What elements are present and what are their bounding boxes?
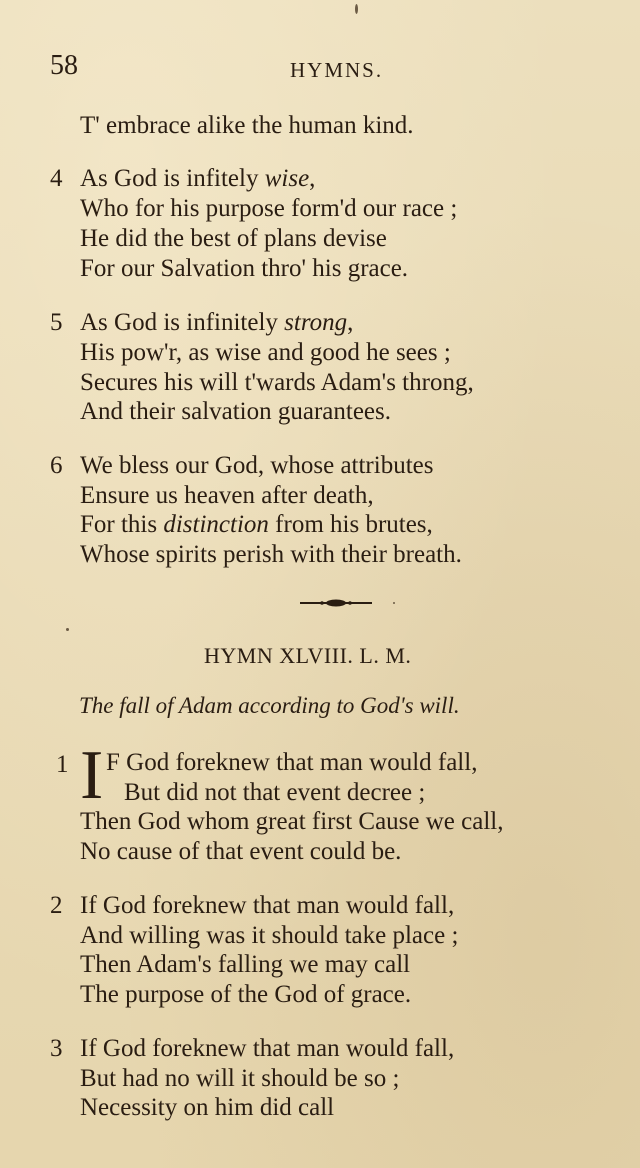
verse-line: Then God whom great first Cause we call, bbox=[80, 808, 504, 835]
hymn-title: HYMN XLVIII. L. M. bbox=[204, 643, 412, 668]
running-head: HYMNS. bbox=[290, 58, 384, 82]
section-divider-ornament bbox=[298, 597, 374, 609]
carryover-line: T' embrace alike the human kind. bbox=[80, 112, 414, 139]
verse-line: If God foreknew that man would fall, bbox=[80, 892, 455, 919]
drop-cap: I bbox=[80, 737, 104, 814]
verse-line: Who for his purpose form'd our race ; bbox=[80, 195, 458, 222]
verse-line: Secures his will t'wards Adam's throng, bbox=[80, 369, 474, 396]
verse-line: Necessity on him did call bbox=[80, 1094, 335, 1121]
verse-text: from his brutes, bbox=[268, 511, 433, 538]
verse-italic-word: strong bbox=[284, 309, 348, 336]
verse-line: But had no will it should be so ; bbox=[80, 1065, 400, 1092]
verse-line bbox=[80, 164, 315, 194]
verse-line: And their salvation guarantees. bbox=[80, 398, 392, 425]
verse-punctuation: , bbox=[347, 309, 354, 336]
verse-line: Then Adam's falling we may call bbox=[80, 951, 411, 978]
verse-line: The purpose of the God of grace. bbox=[80, 981, 412, 1008]
stanza-number: 1 bbox=[56, 751, 69, 778]
hymn-subtitle: The fall of Adam according to God's will. bbox=[79, 693, 460, 718]
verse-text: For this bbox=[80, 511, 164, 538]
stanza-number: 4 bbox=[50, 165, 63, 192]
verse-line: If God foreknew that man would fall, bbox=[80, 1035, 455, 1062]
verse-punctuation: , bbox=[309, 165, 316, 192]
verse-line: We bless our God, whose attributes bbox=[80, 452, 434, 479]
verse-line bbox=[80, 510, 433, 540]
verse-line: He did the best of plans devise bbox=[80, 225, 387, 252]
stanza-number: 6 bbox=[50, 452, 63, 479]
verse-italic-word: distinction bbox=[163, 511, 269, 538]
verse-line: His pow'r, as wise and good he sees ; bbox=[80, 339, 451, 366]
verse-line: But did not that event decree ; bbox=[124, 779, 426, 806]
paper-speck bbox=[393, 602, 395, 604]
verse-text: As God is infinitely bbox=[80, 309, 285, 336]
stanza-number: 5 bbox=[50, 309, 63, 336]
page-number: 58 bbox=[50, 50, 78, 81]
verse-line: For our Salvation thro' his grace. bbox=[80, 255, 409, 282]
verse-line: No cause of that event could be. bbox=[80, 838, 402, 865]
paper-speck bbox=[355, 4, 358, 14]
verse-text: As God is infitely bbox=[80, 165, 265, 192]
paper-speck bbox=[66, 628, 69, 631]
verse-line: And willing was it should take place ; bbox=[80, 922, 459, 949]
verse-italic-word: wise bbox=[264, 165, 310, 192]
stanza-number: 3 bbox=[50, 1035, 63, 1062]
verse-line: Whose spirits perish with their breath. bbox=[80, 541, 462, 568]
verse-line bbox=[80, 308, 353, 338]
verse-line: F God foreknew that man would fall, bbox=[106, 749, 478, 776]
stanza-number: 2 bbox=[50, 892, 63, 919]
verse-line: Ensure us heaven after death, bbox=[80, 482, 374, 509]
